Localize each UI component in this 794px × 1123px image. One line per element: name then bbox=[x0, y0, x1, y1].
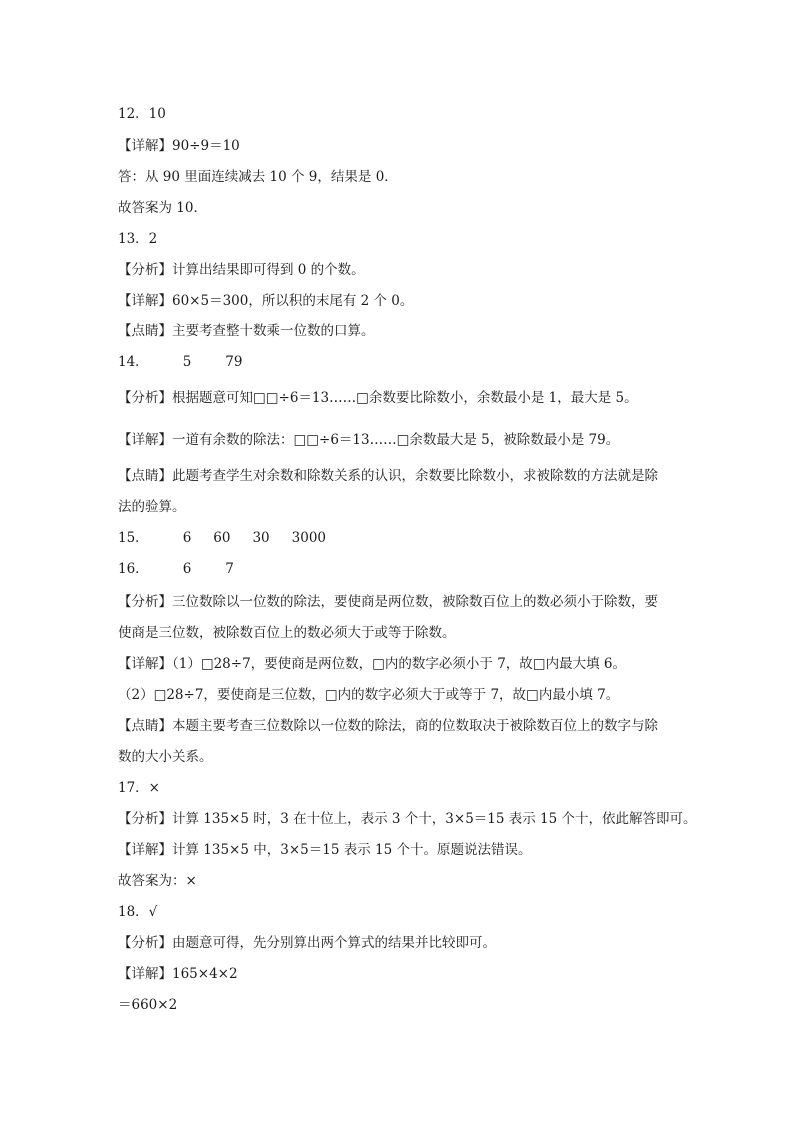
q15-value-2: 60 bbox=[213, 530, 231, 546]
q16-detail-1: 【详解】（1）□28÷7，要使商是两位数，□内的数字必须小于 7，故□内最大填 6。 bbox=[118, 656, 626, 672]
q17-answer: 17．× bbox=[118, 780, 160, 796]
q16-detail-2: （2）□28÷7，要使商是三位数，□内的数字必须大于或等于 7，故□内最小填 7。 bbox=[118, 687, 620, 703]
q16-value-1: 6 bbox=[182, 561, 192, 577]
q14-analysis: 【分析】根据题意可知□□÷6＝13……□余数要比除数小，余数最小是 1，最大是 5。 bbox=[118, 390, 638, 406]
q12-detail: 【详解】90÷9＝10 bbox=[118, 138, 240, 154]
q16-comment: 【点睛】本题主要考查三位数除以一位数的除法，商的位数取决于被除数百位上的数字与除 bbox=[118, 718, 658, 734]
q16-analysis-cont: 使商是三位数，被除数百位上的数必须大于或等于除数。 bbox=[118, 625, 456, 641]
q16-analysis: 【分析】三位数除以一位数的除法，要使商是两位数，被除数百位上的数必须小于除数，要 bbox=[118, 594, 658, 610]
q13-answer: 13．2 bbox=[118, 231, 158, 247]
q14-number: 14． bbox=[118, 354, 149, 370]
q13-detail: 【详解】60×5＝300，所以积的末尾有 2 个 0。 bbox=[118, 293, 414, 309]
q18-analysis: 【分析】由题意可得，先分别算出两个算式的结果并比较即可。 bbox=[118, 935, 496, 951]
q15-value-1: 6 bbox=[182, 530, 192, 546]
q13-comment: 【点睛】主要考查整十数乘一位数的口算。 bbox=[118, 323, 375, 339]
q17-detail: 【详解】计算 135×5 中，3×5＝15 表示 15 个十。原题说法错误。 bbox=[118, 842, 532, 858]
q18-answer: 18．√ bbox=[118, 904, 158, 920]
q17-analysis: 【分析】计算 135×5 时，3 在十位上，表示 3 个十，3×5＝15 表示 15 个十，依此解答即可。 bbox=[118, 811, 697, 827]
q14-comment-cont: 法的验算。 bbox=[118, 499, 186, 515]
q16-comment-cont: 数的大小关系。 bbox=[118, 749, 213, 765]
q15-number: 15． bbox=[118, 530, 149, 546]
q15-value-3: 30 bbox=[252, 530, 270, 546]
q18-step: ＝660×2 bbox=[118, 997, 178, 1013]
q14-value-2: 79 bbox=[225, 354, 243, 370]
q12-answer: 12．10 bbox=[118, 106, 166, 122]
q16-number: 16． bbox=[118, 561, 149, 577]
q14-detail: 【详解】一道有余数的除法：□□÷6＝13……□余数最大是 5，被除数最小是 79。 bbox=[118, 432, 620, 448]
q15-answer bbox=[118, 529, 326, 547]
q13-analysis: 【分析】计算出结果即可得到 0 的个数。 bbox=[118, 262, 365, 278]
q17-conclusion: 故答案为：× bbox=[118, 873, 197, 889]
q15-value-4: 3000 bbox=[291, 530, 327, 546]
q16-answer bbox=[118, 560, 234, 578]
q16-value-2: 7 bbox=[225, 561, 234, 577]
q14-comment: 【点睛】此题考查学生对余数和除数关系的认识，余数要比除数小，求被除数的方法就是除 bbox=[118, 468, 658, 484]
q14-value-1: 5 bbox=[182, 354, 192, 370]
q12-conclusion: 故答案为 10． bbox=[118, 200, 207, 216]
q12-reply: 答：从 90 里面连续减去 10 个 9，结果是 0． bbox=[118, 169, 398, 185]
q14-answer bbox=[118, 353, 242, 371]
q18-detail: 【详解】165×4×2 bbox=[118, 966, 238, 982]
